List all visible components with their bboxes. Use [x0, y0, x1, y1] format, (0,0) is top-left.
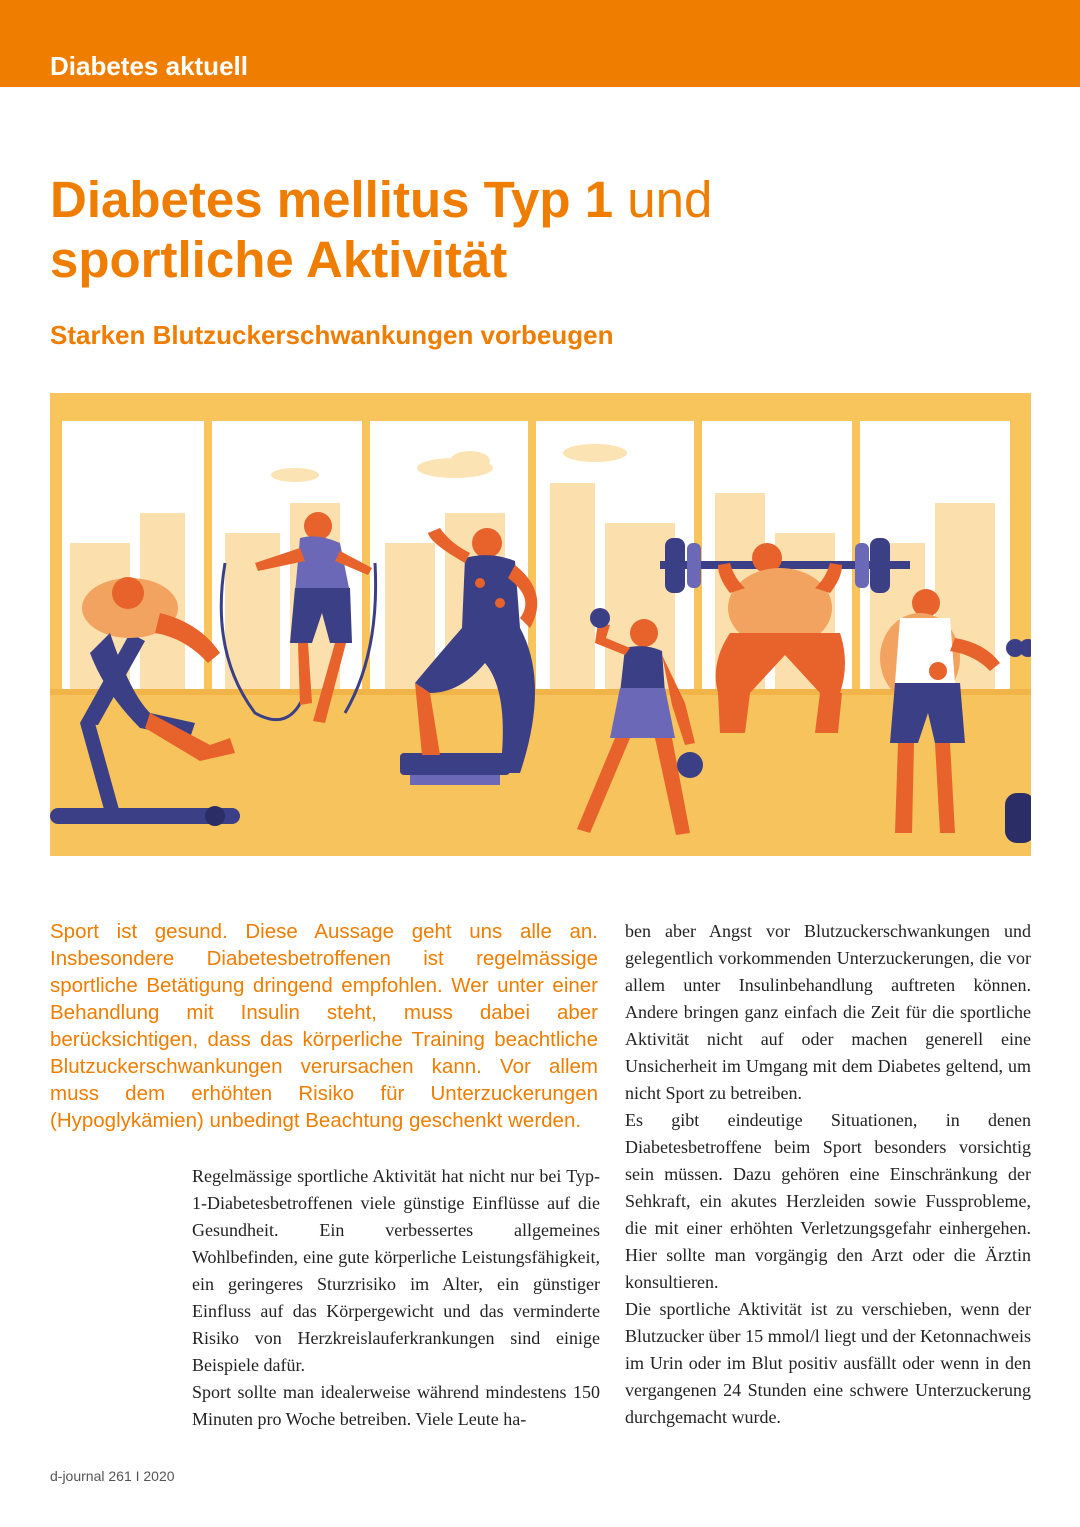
body-paragraph: Es gibt eindeutige Situationen, in denen Diabetesbetroffene beim Sport besonders vorsichtig sein müssen. Dazu gehören eine Einschränkung der Sehkraft, ein akutes Herzleiden sowie Fussprobleme, die mit einer erhöhten Verletzungsgefahr einhergehen. Hier sollte man vorgängig den Arzt oder die Ärztin konsultieren.	[625, 1110, 1031, 1292]
title-light-part: und	[613, 171, 713, 228]
body-paragraph: ben aber Angst vor Blutzuckerschwankungen und gelegentlich vorkommenden Unterzuckerungen, die vor allem unter Insulinbehandlung auftreten können. Andere bringen ganz einfach die Zeit für die sportliche Aktivität nicht auf oder machen generell eine Unsicherheit im Umgang mit dem Diabetes geltend, um nicht Sport zu betreiben.	[625, 921, 1031, 1103]
article-title	[50, 170, 1030, 290]
page-footer: d-journal 261 I 2020	[50, 1468, 175, 1484]
section-label: Diabetes aktuell	[50, 51, 248, 81]
body-paragraph: Sport sollte man idealerweise während mindestens 150 Minuten pro Woche betreiben. Viele Leute ha-	[192, 1382, 600, 1429]
article-subtitle: Starken Blutzuckerschwankungen vorbeugen	[50, 320, 614, 350]
body-column-left	[192, 1163, 600, 1433]
body-paragraph: Die sportliche Aktivität ist zu verschieben, wenn der Blutzucker über 15 mmol/l liegt und der Ketonnachweis im Urin oder im Blut positiv ausfällt oder wenn in den vergangenen 24 Stunden eine schwere Unterzuckerung durchgemacht wurde.	[625, 1299, 1031, 1427]
gym-illustration	[50, 393, 1031, 856]
title-second-line: sportliche Aktivität	[50, 231, 508, 288]
title-bold-part: Diabetes mellitus Typ 1	[50, 171, 614, 228]
body-column-right	[625, 918, 1031, 1431]
lead-paragraph: Sport ist gesund. Diese Aussage geht uns alle an. Insbesondere Diabetesbetroffenen ist regelmässige sportliche Betätigung dringend empfohlen. Wer unter einer Behandlung mit Insulin steht, muss dabei aber berücksichtigen, dass das körperliche Training beachtliche Blutzuckerschwankungen verursachen kann. Vor allem muss dem erhöhten Risiko für Unterzuckerungen (Hypoglykämien) unbedingt Beachtung geschenkt werden.	[50, 920, 598, 1132]
body-paragraph: Regelmässige sportliche Aktivität hat nicht nur bei Typ-1-Diabetesbetroffenen viele günstige Einflüsse auf die Gesundheit. Ein verbessertes allgemeines Wohlbefinden, eine gute körperliche Leistungsfähigkeit, ein geringeres Sturzrisiko im Alter, ein günstiger Einfluss auf das Körpergewicht und das verminderte Risiko von Herzkreislauferkrankungen sind einige Beispiele dafür.	[192, 1166, 600, 1375]
